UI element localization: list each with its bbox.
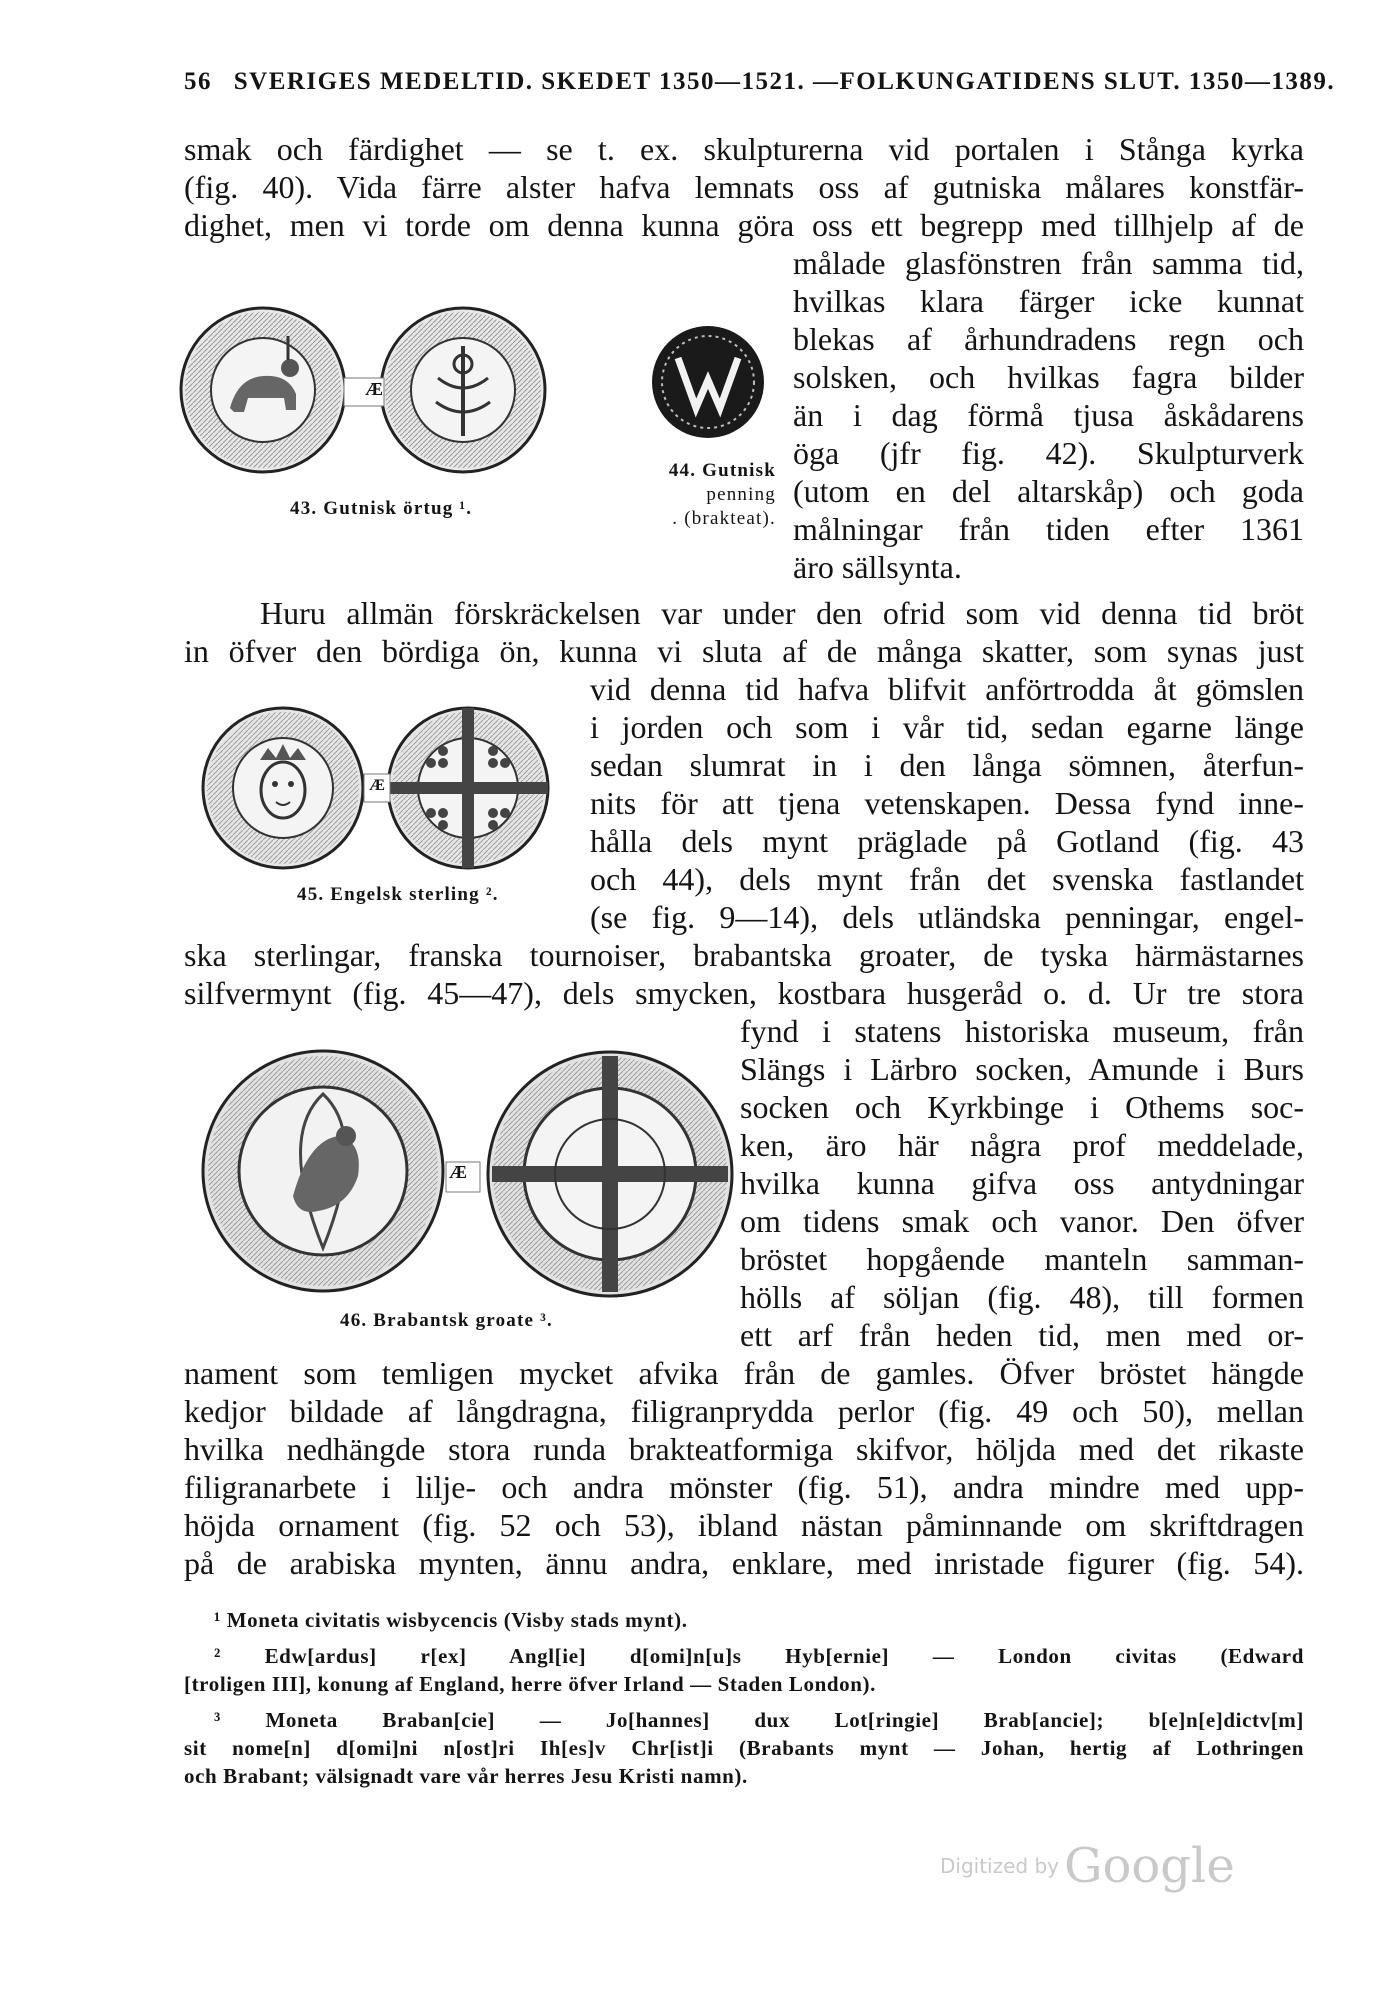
metal-mark: Æ — [365, 379, 385, 399]
figure-caption: 46. Brabantsk groate ³. — [340, 1310, 553, 1331]
text-line: kedjor bildade af långdragna, filigranprydda perlor (fig. 49 och 50), mellan — [184, 1393, 1304, 1429]
metal-mark: Æ — [449, 1162, 469, 1182]
page-number: 56 — [184, 68, 212, 95]
text-line: silfvermynt (fig. 45—47), dels smycken, kostbara husgeråd o. d. Ur tre stora — [184, 975, 1304, 1011]
text-line: dighet, men vi torde om denna kunna göra oss ett begrepp med tillhjelp af de — [184, 207, 1304, 243]
footnote: och Brabant; välsignadt vare vår herres Jesu Kristi namn). — [184, 1764, 748, 1788]
digitized-watermark — [940, 1838, 1240, 1898]
coin-obverse — [203, 1051, 443, 1291]
text-line: solsken, och hvilkas fagra bilder — [793, 359, 1304, 395]
coin-reverse — [388, 708, 548, 868]
text-line: blekas af århundradens regn och — [793, 321, 1304, 357]
text-line: om tidens smak och vanor. Den öfver — [740, 1203, 1304, 1239]
text-line: Slängs i Lärbro socken, Amunde i Burs — [740, 1051, 1304, 1087]
text-line: Huru allmän förskräckelsen var under den ofrid som vid denna tid bröt — [260, 595, 1304, 631]
text-line: i jorden och som i vår tid, sedan egarne länge — [590, 709, 1304, 745]
text-line: äro sällsynta. — [793, 549, 962, 585]
text-line: öga (jfr fig. 42). Skulpturverk — [793, 435, 1304, 471]
metal-mark: Æ — [369, 777, 387, 794]
coin-reverse — [381, 308, 545, 472]
text-line: på de arabiska mynten, ännu andra, enklare, med inristade figurer (fig. 54). — [184, 1545, 1304, 1581]
footnote: [troligen III], konung af England, herre öfver Irland — Staden London). — [184, 1672, 876, 1696]
text-line: socken och Kyrkbinge i Othems soc- — [740, 1089, 1304, 1125]
footnote: ² Edw[ardus] r[ex] Angl[ie] d[omi]n[u]s Hyb[ernie] — London civitas (Edward — [214, 1644, 1304, 1668]
text-line: ska sterlingar, franska tournoiser, brabantska groater, de tyska härmästarnes — [184, 937, 1304, 973]
text-line: nits för att tjena vetenskapen. Dessa fynd inne- — [590, 785, 1304, 821]
watermark-prefix: Digitized by — [940, 1854, 1059, 1878]
figure-caption: 44. Gutnisk — [668, 460, 776, 481]
text-line: ken, äro här några prof meddelade, — [740, 1127, 1304, 1163]
text-line: (se fig. 9—14), dels utländska penningar, engel- — [590, 899, 1304, 935]
text-line: (utom en del altarskåp) och goda — [793, 473, 1304, 509]
running-header — [184, 68, 1336, 96]
text-line: filigranarbete i lilje- och andra mönster (fig. 51), andra mindre med upp- — [184, 1469, 1304, 1505]
text-line: (fig. 40). Vida färre alster hafva lemnats oss af gutniska målares konstfär- — [184, 169, 1304, 205]
text-line: hvilkas klara färger icke kunnat — [793, 283, 1304, 319]
text-line: smak och färdighet — se t. ex. skulpturerna vid portalen i Stånga kyrka — [184, 131, 1304, 167]
footnote: sit nome[n] d[omi]ni n[ost]ri Ih[es]v Chr[ist]i (Brabants mynt — Johan, hertig af Lothringen — [184, 1736, 1304, 1760]
figure-caption: penning — [706, 484, 776, 505]
text-line: målade glasfönstren från samma tid, — [793, 245, 1304, 281]
coin-obverse — [203, 708, 363, 868]
figure-caption: . (brakteat). — [672, 508, 776, 529]
footnote: ³ Moneta Braban[cie] — Jo[hannes] dux Lot[ringie] Brab[ancie]; b[e]n[e]dictv[m] — [214, 1708, 1304, 1732]
text-line: och 44), dels mynt från det svenska fastlandet — [590, 861, 1304, 897]
coin-obverse — [181, 308, 345, 472]
text-line: bröstet hopgående manteln samman- — [740, 1241, 1304, 1277]
text-line: vid denna tid hafva blifvit anförtrodda åt gömslen — [590, 671, 1304, 707]
text-line: hölls af söljan (fig. 48), till formen — [740, 1279, 1304, 1315]
text-line: målningar från tiden efter 1361 — [793, 511, 1304, 547]
figure-caption: 43. Gutnisk örtug ¹. — [290, 498, 473, 519]
figure-caption: 45. Engelsk sterling ². — [297, 884, 499, 905]
text-line: höjda ornament (fig. 52 och 53), ibland nästan påminnande om skriftdragen — [184, 1507, 1304, 1543]
running-title: SVERIGES MEDELTID. SKEDET 1350—1521. —FOLKUNGATIDENS SLUT. 1350—1389. — [233, 68, 1336, 95]
watermark-brand: Google — [1064, 1838, 1235, 1894]
text-line: hålla dels mynt präglade på Gotland (fig. 43 — [590, 823, 1304, 859]
bracteate-image — [648, 322, 768, 442]
text-line: in öfver den bördiga ön, kunna vi sluta af de många skatter, som synas just — [184, 633, 1304, 669]
text-line: sedan slumrat in i den långa sömnen, återfun- — [590, 747, 1304, 783]
footnote: ¹ Moneta civitatis wisbycencis (Visby stads mynt). — [214, 1608, 688, 1632]
text-line: hvilka nedhängde stora runda brakteatformiga skifvor, höljda med det rikaste — [184, 1431, 1304, 1467]
text-line: än i dag förmå tjusa åskådarens — [793, 397, 1304, 433]
text-line: fynd i statens historiska museum, från — [740, 1013, 1304, 1049]
coin-reverse — [488, 1052, 732, 1296]
text-line: hvilka kunna gifva oss antydningar — [740, 1165, 1304, 1201]
text-line: ett arf från heden tid, men med or- — [740, 1317, 1304, 1353]
text-line: nament som temligen mycket afvika från de gamles. Öfver bröstet hängde — [184, 1355, 1304, 1391]
